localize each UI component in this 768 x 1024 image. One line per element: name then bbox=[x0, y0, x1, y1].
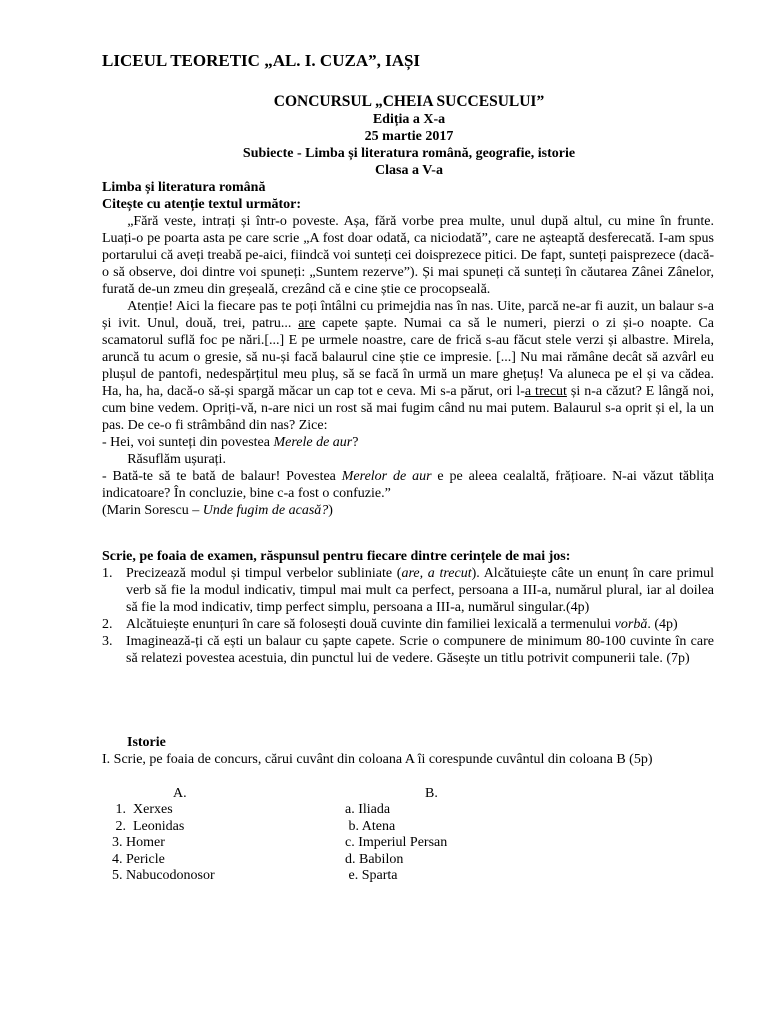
list-item: 1. Xerxes bbox=[112, 802, 173, 817]
requirements-heading: Scrie, pe foaia de examen, răspunsul pentru fiecare dintre cerințele de mai jos: bbox=[102, 549, 571, 564]
requirement-number: 2. bbox=[102, 617, 113, 632]
reading-instruction: Citește cu atenție textul următor: bbox=[102, 197, 302, 212]
subjects-line: Subiecte - Limba și literatura română, geografie, istorie bbox=[242, 146, 576, 161]
romanian-section bbox=[102, 179, 714, 519]
history-task: I. Scrie, pe foaia de concurs, cărui cuvânt din coloana A îi corespunde cuvântul din coloana B (5p) bbox=[102, 752, 653, 767]
paragraph-2-part-c: și n-a căzut? E lângă noi, cum bine vedem. Opriți-vă, n-are nici un rost să mai fugim când nu mai putem. Balaurul s-a oprit și el, la un pas. De ce-o fi strâmbând din nas? Zice: bbox=[102, 384, 714, 433]
requirement-number: 3. bbox=[102, 634, 113, 649]
list-item: a. Iliada bbox=[345, 802, 391, 817]
paragraph-2-part-a: Atenție! Aici la fiecare pas te poți întâlni cu primejdia nas în nas. Uite, parcă ne-ar fi auzit, un balaur s-a și ivit. Unul, două, trei, patru... bbox=[102, 299, 714, 331]
requirement-text: Precizează modul și timpul verbelor subliniate ( bbox=[126, 566, 402, 581]
section-title-history: Istorie bbox=[127, 735, 166, 750]
edition: Ediția a X-a bbox=[372, 112, 446, 127]
school-name: LICEUL TEORETIC „AL. I. CUZA”, IAȘI bbox=[102, 51, 421, 70]
column-b-header: B. bbox=[425, 786, 438, 801]
history-section bbox=[102, 734, 714, 768]
dialogue-1-text: - Hei, voi sunteți din povestea bbox=[102, 435, 274, 450]
dialogue-line-1 bbox=[102, 434, 714, 451]
contest-title: CONCURSUL „CHEIA SUCCESULUI” bbox=[273, 93, 545, 110]
dialogue-3-text: - Bată-te să te bată de balaur! Povestea bbox=[102, 469, 342, 484]
list-item: 2. Leonidas bbox=[112, 818, 185, 834]
requirement-text-end: ). Alcătuiește câte un enunț în care primul verb să fie la modul indicativ, timpul mai mult ca perfect, persoana a III-a, numărul plural, iar al doilea să fie la mod indicativ, timp perfect simplu, persoana a III-a, numărul singular.(4p) bbox=[126, 566, 715, 615]
section-title-romanian: Limba și literatura română bbox=[102, 180, 266, 195]
list-item: d. Babilon bbox=[345, 851, 404, 867]
list-item: 4. Pericle bbox=[112, 851, 165, 867]
list-item: 5. Nabucodonosor bbox=[112, 868, 215, 883]
requirement-emphasis: are, a trecut bbox=[401, 566, 472, 581]
list-item: e. Sparta bbox=[345, 868, 398, 883]
list-item: 3. Homer bbox=[112, 835, 165, 850]
requirement-item bbox=[102, 633, 714, 667]
exam-date: 25 martie 2017 bbox=[364, 129, 454, 144]
requirement-emphasis: vorbă bbox=[614, 617, 648, 632]
requirements-section bbox=[102, 548, 714, 667]
dialogue-line-2: Răsuflăm ușurați. bbox=[127, 452, 226, 467]
text-paragraph-1: „Fără veste, intrați și într-o poveste. Așa, fără vorbe prea multe, unul după altul, cu mine în frunte. Luați-o pe poarta asta pe care scrie „A fost doar odată, ca niciodată”, care ne așteaptă desferecată. I-am spus portarului că aveți treabă pe-aici, fiindcă voi sunteți cei doisprezece pitici. De fapt, sunteți paisprezece (dacă-o să observe, doi dintre voi spuneți: „Suntem rezerve”). Și mai spuneți că sunteți în căutarea Zânei Zânelor, furată de-un zmeu din greșeală, crezând că e cine știe ce procopseală. bbox=[102, 214, 714, 297]
requirement-text: Imaginează-ți că ești un balaur cu șapte capete. Scrie o compunere de minimum 80-100 cuvinte în care să relatezi povestea acestuia, din punctul lui de vedere. Găsește un titlu potrivit compunerii tale. (7p) bbox=[126, 634, 714, 666]
dialogue-1-title: Merele de aur bbox=[273, 435, 353, 450]
column-a-list bbox=[112, 801, 215, 884]
requirement-number: 1. bbox=[102, 566, 113, 581]
exam-header bbox=[0, 92, 768, 179]
list-item: b. Atena bbox=[345, 818, 396, 834]
list-item: c. Imperiul Persan bbox=[345, 835, 448, 850]
underlined-verb-are: are bbox=[298, 316, 316, 331]
source-end: ) bbox=[328, 503, 333, 518]
column-b-list bbox=[345, 801, 447, 884]
requirement-text-end: . (4p) bbox=[647, 617, 678, 632]
text-source bbox=[102, 502, 714, 519]
requirement-item bbox=[102, 616, 714, 633]
grade-line: Clasa a V-a bbox=[375, 163, 443, 178]
source-title: Unde fugim de acasă? bbox=[202, 503, 329, 518]
requirement-item bbox=[102, 565, 714, 616]
dialogue-3-end: e pe aleea cealaltă, frățioare. N-ai văzut tăblița indicatoare? În concluzie, bine c-a fost o confuzie.” bbox=[102, 469, 714, 501]
text-paragraph-2 bbox=[102, 298, 714, 434]
paragraph-2-part-b: capete șapte. Numai ca să le numeri, pierzi o zi și-o noapte. Ca scamatorul suflă foc pe nări.[...] E pe urmele noastre, care de frică s-au făcut stele verzi și albastre. Mirela, aruncă tu acum o gresie, să nu-și facă balaurul cine știe ce impresie. [...] Nu mai rămâne decât să azvârl eu plușul de pantofi, nedespărțitul meu pluș, să se facă în urmă un mare ghețuș! Va aluneca pe el și va cădea. Ha, ha, ha, dacă-o să-și spargă măcar un cap tot e ceva. Mi s-a părut, ori l- bbox=[102, 316, 714, 399]
dialogue-3-title: Merelor de aur bbox=[341, 469, 432, 484]
source-author: (Marin Sorescu – bbox=[102, 503, 203, 518]
requirements-list bbox=[102, 565, 714, 667]
dialogue-1-end: ? bbox=[352, 435, 359, 450]
column-a-header: A. bbox=[173, 786, 187, 801]
dialogue-line-3 bbox=[102, 468, 714, 502]
underlined-verb-a-trecut: a trecut bbox=[524, 384, 567, 399]
requirement-text: Alcătuiește enunțuri în care să folosești două cuvinte din familiei lexicală a termenului bbox=[126, 617, 615, 632]
